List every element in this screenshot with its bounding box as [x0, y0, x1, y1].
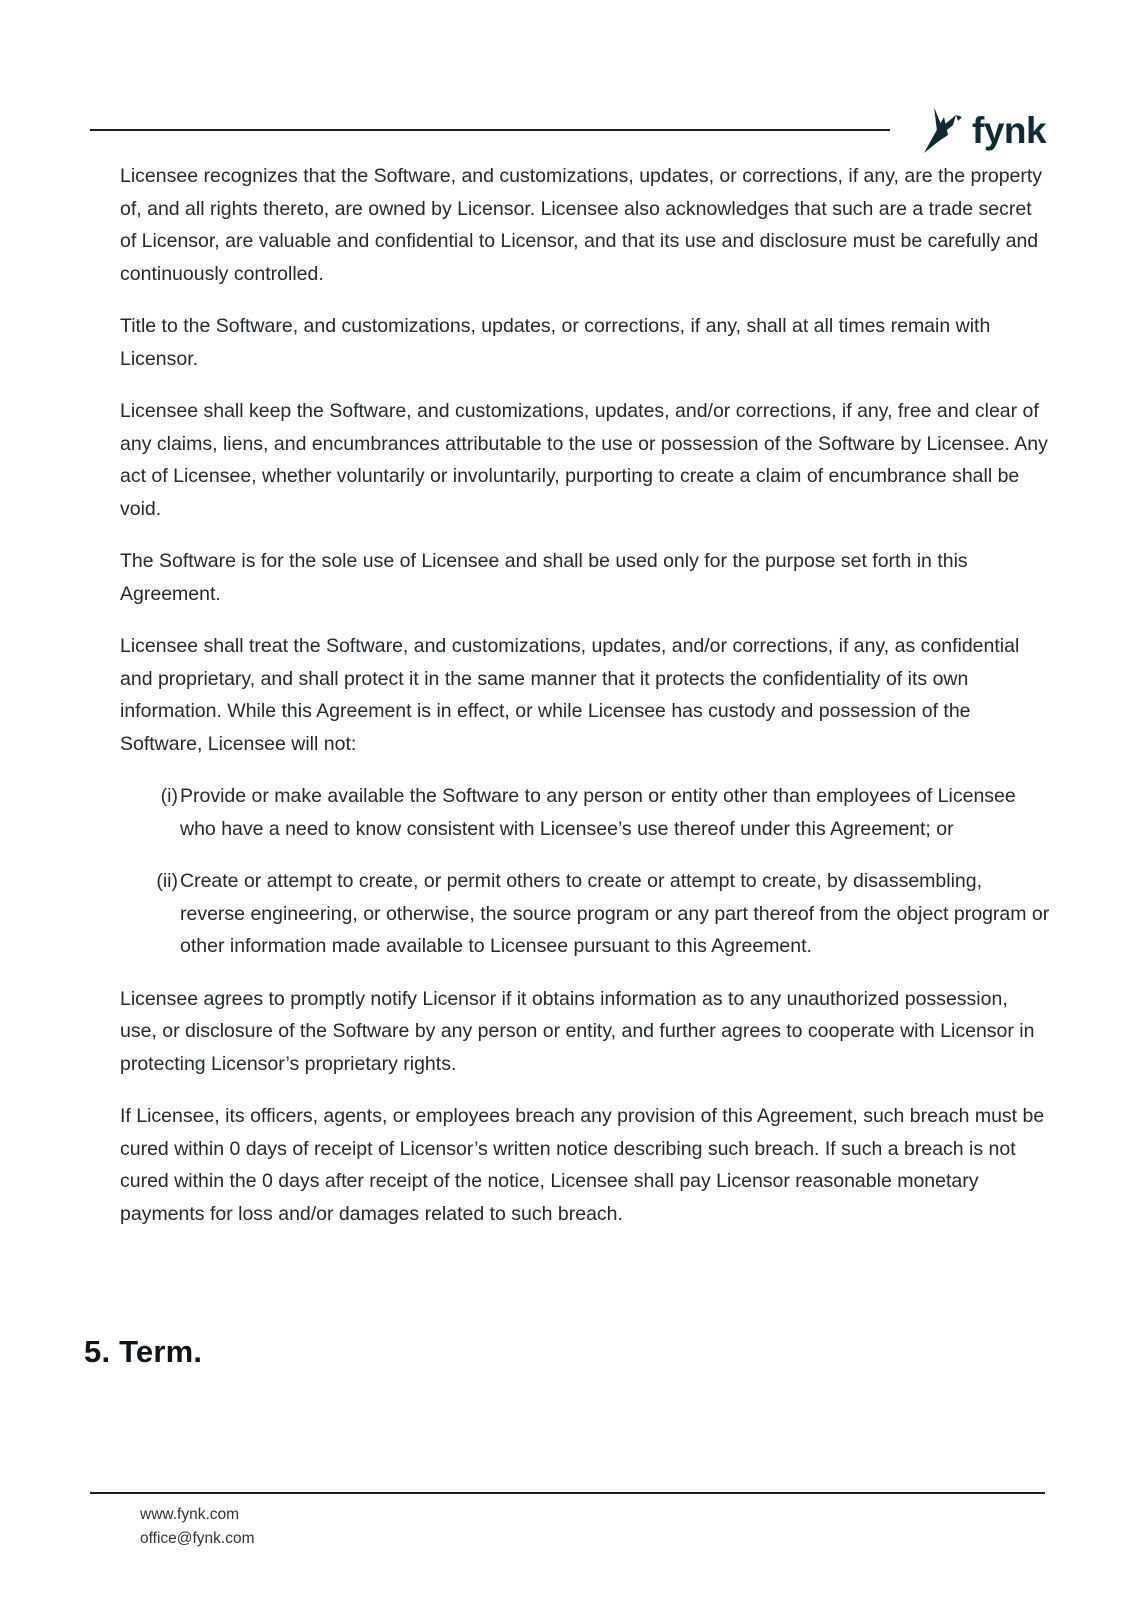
brand-logo	[920, 105, 1046, 157]
paragraph-ownership: Licensee recognizes that the Software, and customizations, updates, or corrections, if any, are the property of, and all rights thereto, are owned by Licensor. Licensee also acknowledges that such are a trade secret of Licensor, are valuable and confidential to Licensor, and that its use and disclosure must be carefully and continuously controlled.	[120, 165, 1043, 285]
list-marker: (i)	[160, 785, 178, 807]
page-footer	[140, 1503, 255, 1551]
list-item	[120, 865, 1050, 963]
footer-rule	[90, 1492, 1045, 1494]
list-item	[120, 780, 1050, 845]
footer-email: office@fynk.com	[140, 1530, 255, 1547]
paragraph-title: Title to the Software, and customizations, updates, or corrections, if any, shall at all times remain with Licensor.	[120, 315, 991, 370]
list-marker: (ii)	[156, 870, 178, 892]
document-body	[120, 160, 1050, 1250]
paragraph-confidential: Licensee shall treat the Software, and customizations, updates, and/or corrections, if any, as confidential and proprietary, and shall protect it in the same manner that it protects the confidentiality of its own information. While this Agreement is in effect, or while Licensee has custody and possession of the Software, Licensee will not:	[120, 635, 1020, 755]
logo-wordmark: fynk	[972, 109, 1047, 151]
section-heading: 5. Term.	[84, 1334, 203, 1369]
paragraph-notify: Licensee agrees to promptly notify Licensor if it obtains information as to any unauthorized possession, use, or disclosure of the Software by any person or entity, and further agrees to cooperate with Licensor in protecting Licensor’s proprietary rights.	[120, 987, 1035, 1075]
paragraph-sole-use: The Software is for the sole use of Licensee and shall be used only for the purpose set forth in this Agreement.	[120, 550, 968, 605]
header-rule	[90, 129, 890, 131]
list-item-text: Provide or make available the Software to any person or entity other than employees of Licensee who have a need to know consistent with Licensee’s use thereof under this Agreement; or	[180, 785, 1016, 840]
paragraph-claims: Licensee shall keep the Software, and customizations, updates, and/or corrections, if any, free and clear of any claims, liens, and encumbrances attributable to the use or possession of the Software by Licensee. Any act of Licensee, whether voluntarily or involuntarily, purporting to create a claim of encumbrance shall be void.	[120, 400, 1048, 520]
list-item-text: Create or attempt to create, or permit others to create or attempt to create, by disassembling, reverse engineering, or otherwise, the source program or any part thereof from the object program or other information made available to Licensee pursuant to this Agreement.	[180, 870, 1050, 957]
fynk-bird-icon	[920, 105, 968, 157]
footer-website: www.fynk.com	[140, 1506, 240, 1523]
paragraph-breach: If Licensee, its officers, agents, or employees breach any provision of this Agreement, such breach must be cured within 0 days of receipt of Licensor’s written notice describing such breach. If such a breach is not cured within the 0 days after receipt of the notice, Licensee shall pay Licensor reasonable monetary payments for loss and/or damages related to such breach.	[120, 1105, 1045, 1225]
